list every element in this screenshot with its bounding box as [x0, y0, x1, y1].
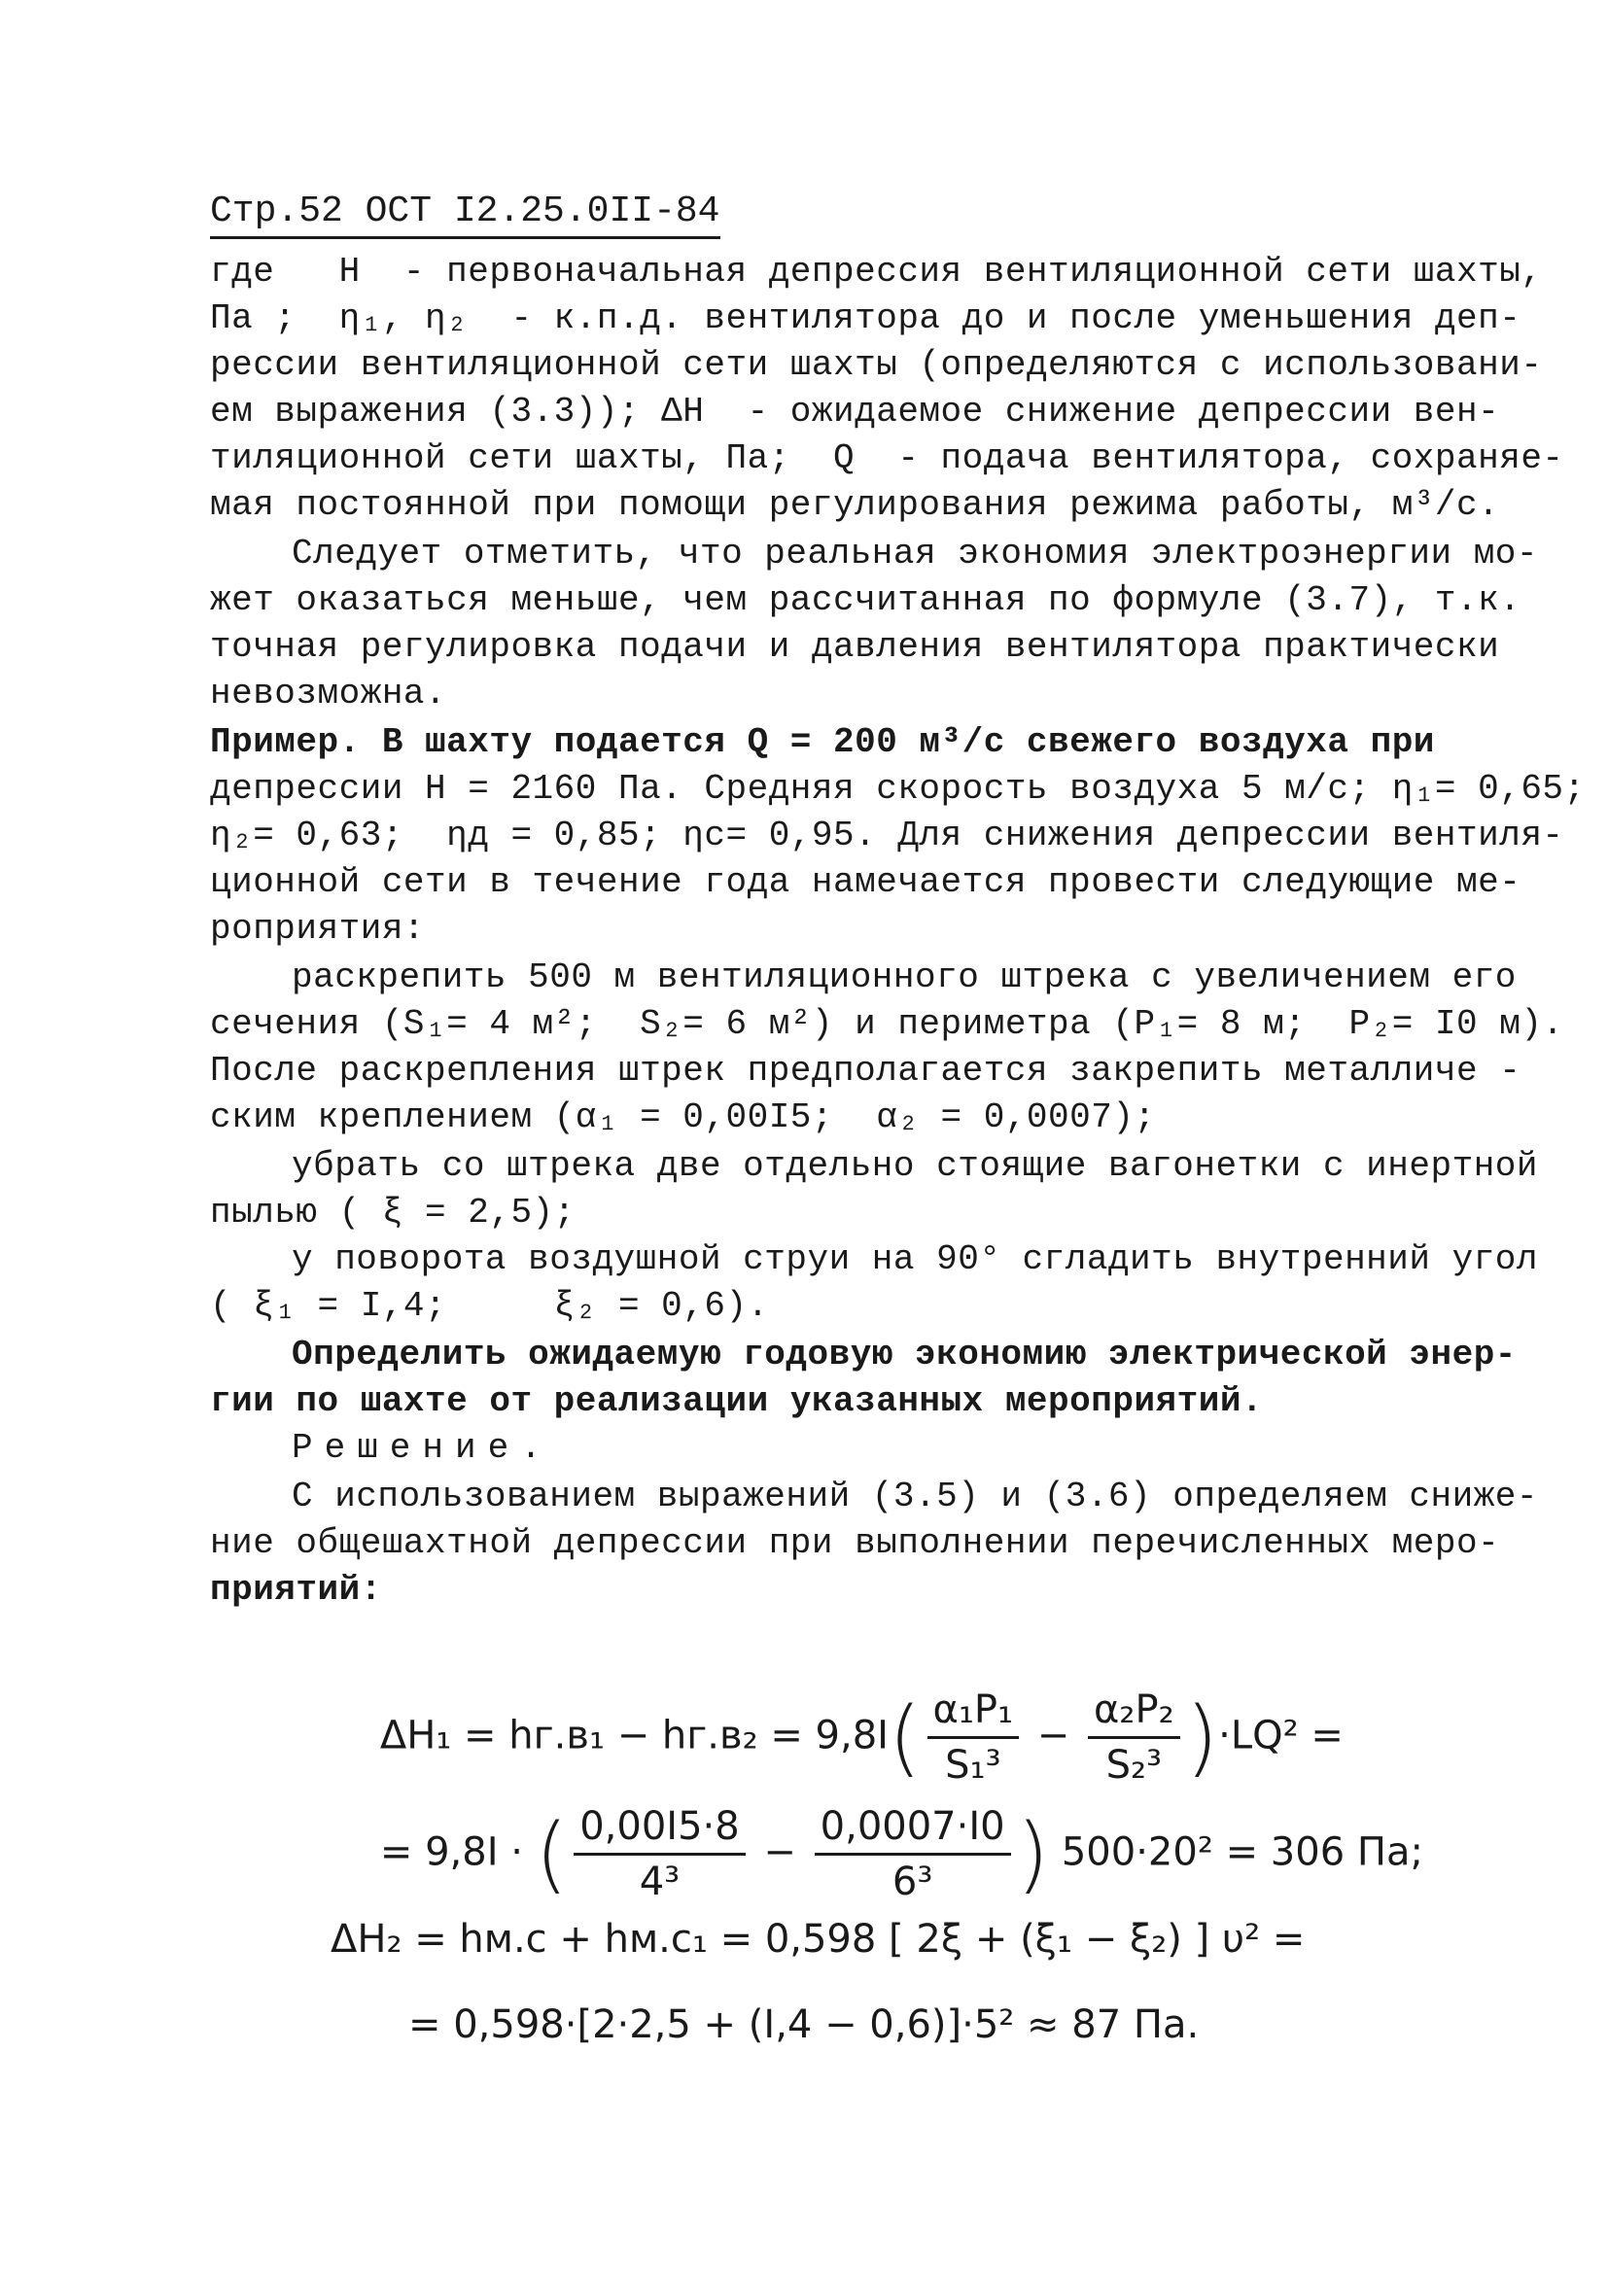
example-line: Пример. В шахту подается Q = 200 м³/с свежего воздуха при: [210, 722, 1435, 762]
text-line: точная регулировка подачи и давления вентилятора практически: [210, 627, 1500, 667]
formula-1-lhs: ΔН₁ = hг.в₁ − hг.в₂ = 9,8I: [379, 1713, 889, 1758]
text-line: пылью ( ξ = 2,5);: [210, 1193, 576, 1233]
text-line: тиляционной сети шахты, Па; Q - подача вентилятора, сохраняе-: [210, 438, 1564, 478]
text-line: ским креплением (α₁ = 0,00I5; α₂ = 0,0007);: [210, 1097, 1156, 1137]
formula-1-coef: = 9,8I ·: [379, 1829, 523, 1875]
fraction-denominator: 6³: [891, 1860, 933, 1904]
text-line: мая постоянной при помощи регулирования режима работы, м³/с.: [210, 485, 1500, 525]
text-line: раскрепить 500 м вентиляционного штрека с увеличением его: [292, 957, 1517, 997]
task-line: гии по шахте от реализации указанных мероприятий.: [210, 1381, 1264, 1421]
text-line: η₂= 0,63; ηд = 0,85; ηс= 0,95. Для снижения депрессии вентиля-: [210, 816, 1564, 855]
text-line: рессии вентиляционной сети шахты (определяются с использовани-: [210, 345, 1543, 385]
formula-2-line-2: = 0,598·[2·2,5 + (I,4 − 0,6)]·5² ≈ 87 Па.: [408, 2002, 1200, 2047]
text-line: ние общешахтной депрессии при выполнении перечисленных меро-: [210, 1523, 1500, 1563]
text-line: ционной сети в течение года намечается провести следующие ме-: [210, 862, 1521, 902]
fraction-denominator: S₁³: [945, 1743, 1001, 1788]
text-line: у поворота воздушной струи на 90° сгладить внутренний угол: [292, 1239, 1539, 1279]
text-line: сечения (S₁= 4 м²; S₂= 6 м²) и периметра (P₁= 8 м; P₂= I0 м).: [210, 1004, 1564, 1044]
text-line: депрессии Н = 2160 Па. Средняя скорость воздуха 5 м/с; η₁= 0,65;: [210, 769, 1586, 809]
text-line: жет оказаться меньше, чем рассчитанная по формуле (3.7), т.к.: [210, 580, 1521, 620]
fraction-numerator: α₂P₂: [1088, 1687, 1180, 1739]
fraction-numerator: α₁P₁: [927, 1687, 1020, 1739]
fraction-numerator: 0,0007·I0: [815, 1804, 1011, 1856]
fraction-numerator: 0,00I5·8: [574, 1804, 745, 1856]
text-line: Следует отметить, что реальная экономия электроэнергии мо-: [292, 534, 1539, 574]
page-header: Стр.52 ОСТ I2.25.0II-84: [210, 191, 720, 239]
formula-1-result: 500·20² = 306 Па;: [1061, 1829, 1423, 1875]
fraction-denominator: 4³: [639, 1860, 681, 1904]
text-line: ем выражения (3.3)); ΔН - ожидаемое снижение депрессии вен-: [210, 392, 1500, 432]
text-line: Па ; η₁, η₂ - к.п.д. вентилятора до и после уменьшения деп-: [210, 298, 1521, 338]
formula-1-tail: ·LQ² =: [1218, 1713, 1344, 1758]
text-line: После раскрепления штрек предполагается закрепить металличе -: [210, 1051, 1521, 1091]
task-line: Определить ожидаемую годовую экономию электрической энер-: [292, 1335, 1517, 1374]
solution-heading: Решение.: [292, 1428, 553, 1468]
text-line: убрать со штрека две отдельно стоящие вагонетки с инертной: [292, 1146, 1539, 1186]
formula-1-line-1: ΔН₁ = hг.в₁ − hг.в₂ = 9,8I( $\frac{\text{α₁P₁}}{\text{S₁³}}$ − $\frac{\text{α₂P₂}}{\text{S₂³}}$ )·LQ² =: [379, 1687, 1344, 1788]
text-line: С использованием выражений (3.5) и (3.6) определяем сниже-: [292, 1477, 1539, 1516]
text-line: роприятия:: [210, 909, 426, 949]
formula-2-line-1: ΔН₂ = hм.с + hм.с₁ = 0,598 [ 2ξ + (ξ₁ − ξ₂) ] υ² =: [331, 1917, 1306, 1962]
text-line: приятий:: [210, 1570, 382, 1610]
formula-1-line-2: = 9,8I · ( $\frac{0,00I5\cdot 8}{\text{4³}}$ − $\frac{0,0007\cdot I0}{\text{6³}}$ ) 500·20² = 306 Па;: [379, 1804, 1423, 1904]
text-line: невозможна.: [210, 674, 447, 713]
text-line: где Н - первоначальная депрессия вентиляционной сети шахты,: [210, 252, 1543, 292]
text-line: ( ξ₁ = I,4; ξ₂ = 0,6).: [210, 1286, 769, 1326]
fraction-denominator: S₂³: [1105, 1743, 1163, 1788]
